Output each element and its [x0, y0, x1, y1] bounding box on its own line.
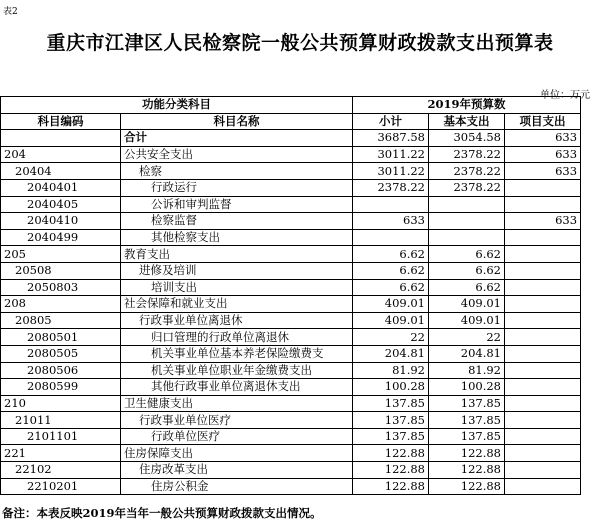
cell-code: 21011 [1, 412, 121, 429]
cell-project [505, 179, 581, 196]
cell-subtotal [353, 196, 429, 213]
cell-code: 2050803 [1, 279, 121, 296]
cell-name: 教育支出 [121, 246, 353, 263]
cell-basic: 409.01 [429, 296, 505, 313]
cell-project [505, 462, 581, 479]
cell-basic: 122.88 [429, 462, 505, 479]
cell-project [505, 412, 581, 429]
table-body [1, 130, 581, 495]
unit-label: 单位：万元 [540, 90, 590, 101]
cell-project [505, 246, 581, 263]
table-row [1, 428, 581, 445]
cell-basic: 2378.22 [429, 179, 505, 196]
cell-code: 204 [1, 146, 121, 163]
cell-code [1, 130, 121, 147]
cell-basic: 122.88 [429, 478, 505, 495]
table-row [1, 229, 581, 246]
cell-code: 22102 [1, 462, 121, 479]
cell-project [505, 445, 581, 462]
cell-project: 633 [505, 130, 581, 147]
cell-subtotal: 633 [353, 213, 429, 230]
cell-name: 机关事业单位职业年金缴费支出 [121, 362, 353, 379]
cell-subtotal: 6.62 [353, 279, 429, 296]
cell-code: 221 [1, 445, 121, 462]
table-row [1, 412, 581, 429]
cell-project [505, 229, 581, 246]
cell-code: 20508 [1, 262, 121, 279]
table-row [1, 362, 581, 379]
cell-subtotal: 3687.58 [353, 130, 429, 147]
cell-basic: 81.92 [429, 362, 505, 379]
cell-name: 检察 [121, 163, 353, 180]
cell-subtotal [353, 229, 429, 246]
cell-basic: 6.62 [429, 262, 505, 279]
cell-code: 2040401 [1, 179, 121, 196]
header-row-2 [1, 113, 581, 130]
cell-name: 进修及培训 [121, 262, 353, 279]
cell-project [505, 296, 581, 313]
header-row-1 [1, 97, 581, 114]
cell-subtotal: 81.92 [353, 362, 429, 379]
table-row [1, 445, 581, 462]
cell-basic: 6.62 [429, 246, 505, 263]
cell-project [505, 395, 581, 412]
cell-basic: 137.85 [429, 395, 505, 412]
header-project: 项目支出 [505, 113, 581, 130]
header-name: 科目名称 [121, 113, 353, 130]
cell-code: 2210201 [1, 478, 121, 495]
cell-code: 2080506 [1, 362, 121, 379]
cell-name: 住房改革支出 [121, 462, 353, 479]
cell-subtotal: 409.01 [353, 296, 429, 313]
header-year-budget: 2019年预算数 [353, 97, 581, 114]
budget-table [0, 96, 581, 495]
cell-basic: 137.85 [429, 412, 505, 429]
cell-code: 20805 [1, 312, 121, 329]
table-row [1, 478, 581, 495]
cell-name: 公诉和审判监督 [121, 196, 353, 213]
cell-code: 2080599 [1, 379, 121, 396]
cell-name: 合计 [121, 130, 353, 147]
table-number-tag: 表2 [3, 7, 18, 17]
cell-subtotal: 409.01 [353, 312, 429, 329]
cell-project [505, 379, 581, 396]
cell-subtotal: 137.85 [353, 428, 429, 445]
cell-code: 205 [1, 246, 121, 263]
cell-basic: 6.62 [429, 279, 505, 296]
cell-project [505, 478, 581, 495]
cell-name: 行政运行 [121, 179, 353, 196]
cell-name: 行政单位医疗 [121, 428, 353, 445]
cell-project [505, 279, 581, 296]
cell-project [505, 428, 581, 445]
cell-name: 卫生健康支出 [121, 395, 353, 412]
cell-name: 检察监督 [121, 213, 353, 230]
cell-code: 2040410 [1, 213, 121, 230]
cell-name: 培训支出 [121, 279, 353, 296]
table-row [1, 213, 581, 230]
cell-basic: 22 [429, 329, 505, 346]
table-row [1, 312, 581, 329]
table-row [1, 246, 581, 263]
table-row [1, 196, 581, 213]
cell-name: 归口管理的行政单位离退休 [121, 329, 353, 346]
table-row [1, 163, 581, 180]
cell-project [505, 345, 581, 362]
cell-project: 633 [505, 146, 581, 163]
cell-basic: 122.88 [429, 445, 505, 462]
page-title: 重庆市江津区人民检察院一般公共预算财政拨款支出预算表 [46, 32, 554, 54]
cell-basic: 100.28 [429, 379, 505, 396]
table-row [1, 345, 581, 362]
cell-name: 行政事业单位离退休 [121, 312, 353, 329]
cell-subtotal: 100.28 [353, 379, 429, 396]
cell-project [505, 196, 581, 213]
cell-project [505, 262, 581, 279]
cell-name: 其他行政事业单位离退休支出 [121, 379, 353, 396]
cell-basic: 2378.22 [429, 146, 505, 163]
cell-project [505, 329, 581, 346]
cell-basic: 409.01 [429, 312, 505, 329]
cell-subtotal: 122.88 [353, 445, 429, 462]
cell-code: 2080505 [1, 345, 121, 362]
cell-code: 210 [1, 395, 121, 412]
footnote: 备注：本表反映2019年当年一般公共预算财政拨款支出情况。 [2, 506, 322, 520]
cell-project [505, 312, 581, 329]
table-row [1, 262, 581, 279]
header-func-class: 功能分类科目 [1, 97, 353, 114]
cell-project [505, 362, 581, 379]
header-basic: 基本支出 [429, 113, 505, 130]
cell-basic [429, 213, 505, 230]
cell-basic: 137.85 [429, 428, 505, 445]
header-subtotal: 小计 [353, 113, 429, 130]
table-row [1, 395, 581, 412]
cell-project: 633 [505, 163, 581, 180]
table-row [1, 462, 581, 479]
cell-subtotal: 3011.22 [353, 163, 429, 180]
table-row [1, 329, 581, 346]
cell-project: 633 [505, 213, 581, 230]
cell-subtotal: 3011.22 [353, 146, 429, 163]
cell-basic: 204.81 [429, 345, 505, 362]
cell-basic [429, 229, 505, 246]
cell-basic: 2378.22 [429, 163, 505, 180]
cell-subtotal: 204.81 [353, 345, 429, 362]
table-row [1, 379, 581, 396]
cell-subtotal: 2378.22 [353, 179, 429, 196]
table-row [1, 146, 581, 163]
cell-name: 社会保障和就业支出 [121, 296, 353, 313]
cell-subtotal: 122.88 [353, 478, 429, 495]
cell-subtotal: 137.85 [353, 395, 429, 412]
table-row [1, 179, 581, 196]
cell-code: 208 [1, 296, 121, 313]
cell-basic: 3054.58 [429, 130, 505, 147]
cell-subtotal: 137.85 [353, 412, 429, 429]
cell-code: 20404 [1, 163, 121, 180]
cell-subtotal: 6.62 [353, 246, 429, 263]
cell-name: 住房公积金 [121, 478, 353, 495]
table-row [1, 296, 581, 313]
cell-name: 机关事业单位基本养老保险缴费支 [121, 345, 353, 362]
cell-name: 行政事业单位医疗 [121, 412, 353, 429]
cell-subtotal: 6.62 [353, 262, 429, 279]
cell-name: 其他检察支出 [121, 229, 353, 246]
cell-code: 2080501 [1, 329, 121, 346]
header-code: 科目编码 [1, 113, 121, 130]
cell-code: 2101101 [1, 428, 121, 445]
table-row [1, 279, 581, 296]
cell-subtotal: 22 [353, 329, 429, 346]
cell-code: 2040405 [1, 196, 121, 213]
cell-name: 住房保障支出 [121, 445, 353, 462]
table-row [1, 130, 581, 147]
cell-basic [429, 196, 505, 213]
cell-code: 2040499 [1, 229, 121, 246]
cell-name: 公共安全支出 [121, 146, 353, 163]
cell-subtotal: 122.88 [353, 462, 429, 479]
